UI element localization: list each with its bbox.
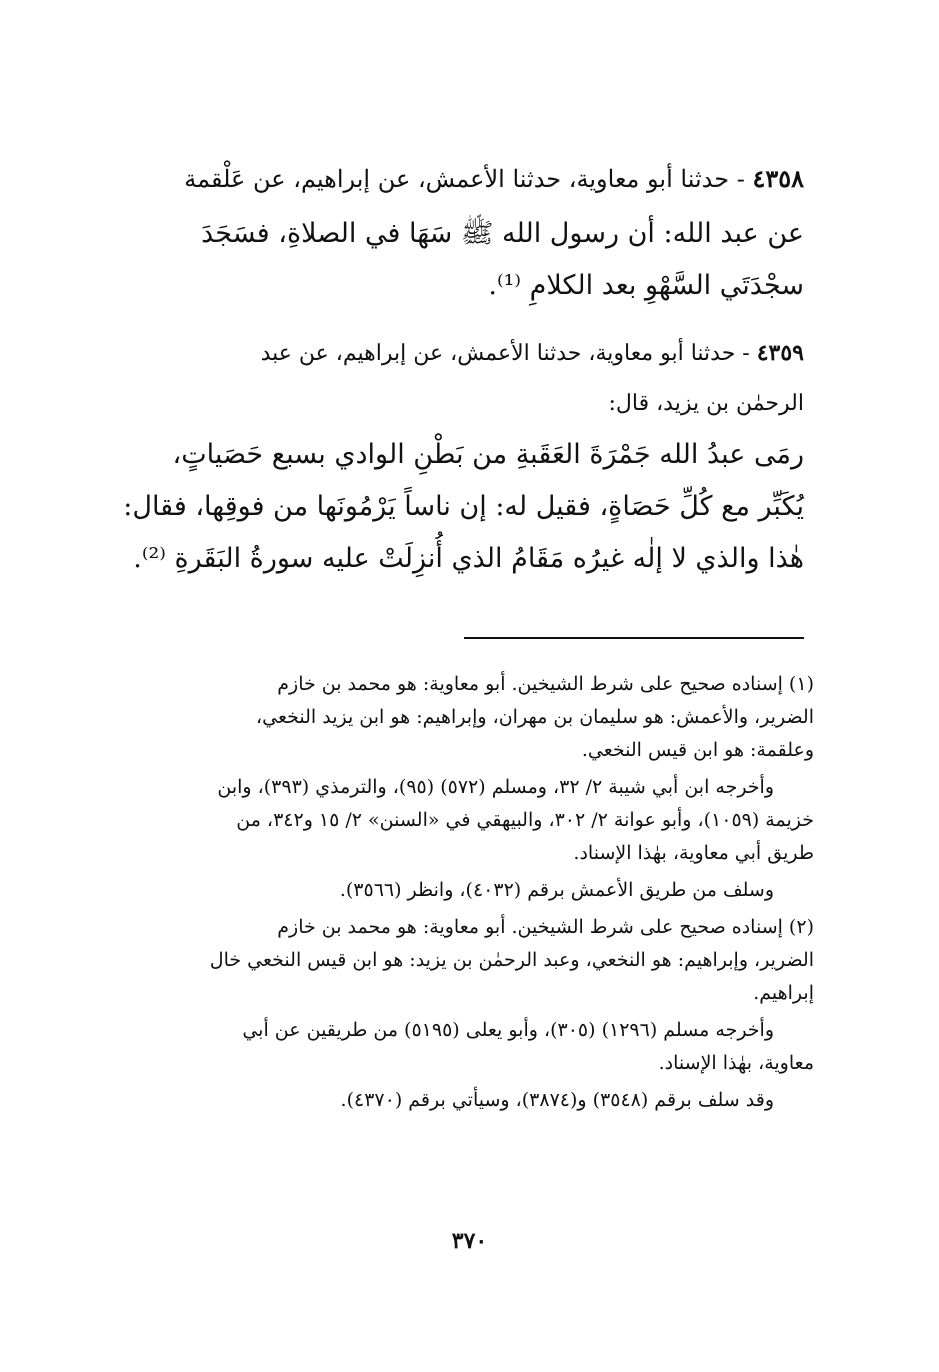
matn-line: رمَى عبدُ الله جَمْرَةَ العَقَبةِ من بَطْنِ الوادي بسبع حَصَياتٍ، xyxy=(172,439,804,470)
footnote-1 xyxy=(124,668,814,767)
matn-line: عن عبد الله: أن رسول الله ﷺ سَهَا في الصلاةِ، فسَجَدَ xyxy=(201,218,804,249)
footnote-line: وسلف من طريق الأعمش برقم (٤٠٣٢)، وانظر (٣٥٦٦). xyxy=(339,879,774,901)
isnad-text: - حدثنا أبو معاوية، حدثنا الأعمش، عن إبراهيم، عن عبد xyxy=(260,341,750,366)
hadith-number: ٤٣٥٩ xyxy=(756,340,804,366)
hadith-number: ٤٣٥٨ xyxy=(752,164,804,193)
footnote-1-cross-ref xyxy=(124,874,814,907)
footnote-line: معاوية، بهٰذا الإسناد. xyxy=(658,1052,814,1074)
footnote-line: الضرير، والأعمش: هو سليمان بن مهران، وإبراهيم: هو ابن يزيد النخعي، xyxy=(255,706,814,728)
footnote-line: إبراهيم. xyxy=(753,982,814,1004)
footnote-line: (١) إسناده صحيح على شرط الشيخين. أبو معاوية: هو محمد بن خازم xyxy=(277,673,814,695)
matn-line: يُكَبِّر مع كُلِّ حَصَاةٍ، فقيل له: إن ناساً يَرْمُونَها من فوقِها، فقال: xyxy=(123,491,804,522)
footnote-line: وأخرجه ابن أبي شيبة ٢/ ٣٢، ومسلم (٥٧٢) (٩٥)، والترمذي (٣٩٣)، وابن xyxy=(217,776,774,798)
footnote-line: وعلقمة: هو ابن قيس النخعي. xyxy=(581,739,814,761)
footnote-line: خزيمة (١٠٥٩)، وأبو عوانة ٢/ ٣٠٢، والبيهقي في «السنن» ٢/ ١٥ و٣٤٢، من xyxy=(236,809,814,831)
hadith-4358 xyxy=(129,150,804,312)
matn-line: سجْدَتَي السَّهْوِ بعد الكلامِ ⁽¹⁾. xyxy=(488,270,804,301)
footnote-line: الضرير، وإبراهيم: هو النخعي، وعبد الرحمٰن بن يزيد: هو ابن قيس النخعي خال xyxy=(209,949,814,971)
hadith-4359 xyxy=(123,328,804,585)
footnote-divider xyxy=(464,637,804,639)
footnote-line: وقد سلف برقم (٣٥٤٨) و(٣٨٧٤)، وسيأتي برقم (٤٣٧٠). xyxy=(340,1089,774,1111)
page-number: ٣٧٠ xyxy=(451,1228,488,1254)
footnote-line: (٢) إسناده صحيح على شرط الشيخين. أبو معاوية: هو محمد بن خازم xyxy=(277,916,814,938)
footnotes xyxy=(124,668,814,1121)
hadith-isnad-line: الرحمٰن بن يزيد، قال: xyxy=(608,391,804,416)
footnote-2-cross-ref xyxy=(124,1084,814,1117)
footnote-line: طريق أبي معاوية، بهٰذا الإسناد. xyxy=(573,842,814,864)
footnote-line: وأخرجه مسلم (١٢٩٦) (٣٠٥)، وأبو يعلى (٥١٩٥) من طريقين عن أبي xyxy=(242,1019,774,1041)
hadith-isnad-line xyxy=(129,328,804,379)
matn-line: هٰذا والذي لا إلٰه غيرُه مَقَامُ الذي أُنزِلَتْ عليه سورةُ البَقَرةِ ⁽²⁾. xyxy=(133,543,804,574)
main-text xyxy=(123,150,804,601)
footnote-1-takhrij xyxy=(124,771,814,870)
footnote-2 xyxy=(124,911,814,1010)
footnote-2-takhrij xyxy=(124,1014,814,1080)
hadith-isnad-line xyxy=(129,150,804,208)
isnad-text: - حدثنا أبو معاوية، حدثنا الأعمش، عن إبراهيم، عن عَلْقمة xyxy=(184,165,745,193)
